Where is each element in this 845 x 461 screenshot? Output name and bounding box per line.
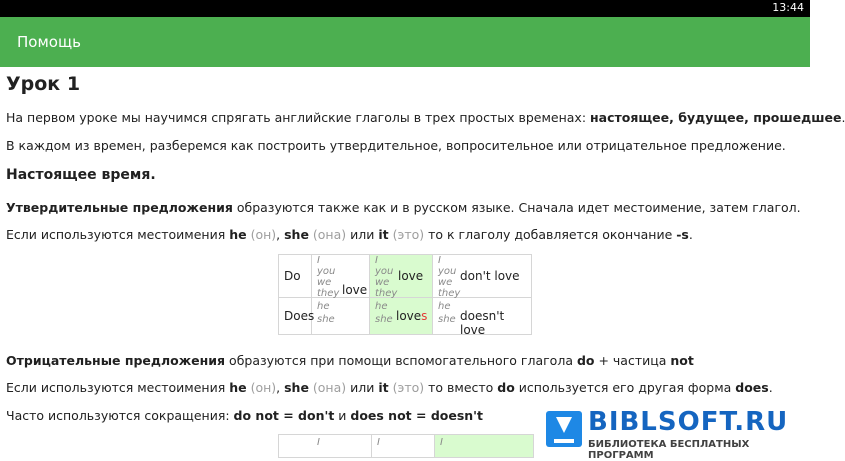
- aux-does: Does: [284, 309, 315, 323]
- table-cell-highlight: he she loves: [370, 298, 433, 335]
- table-cell: [279, 255, 312, 298]
- intro-paragraph: На первом уроке мы научимся спрягать английские глаголы в трех простых временах: настоящее, будущее, прошедшее: [6, 110, 842, 125]
- app-bar-title: Помощь: [17, 33, 81, 51]
- intro-paragraph-2: В каждом из времен, разберемся как построить утвердительное, вопросительное или отрицательное предложение.: [6, 138, 786, 153]
- table-cell: he she: [312, 298, 370, 335]
- table-cell: I you we they love: [312, 255, 370, 298]
- watermark-subtitle: БИБЛИОТЕКА БЕСПЛАТНЫХ ПРОГРАММ: [588, 439, 750, 461]
- status-bar: [0, 0, 810, 17]
- affirmative-paragraph: Утвердительные предложения образуются также как и в русском языке. Сначала идет местоимение, затем глагол.: [6, 200, 801, 215]
- help-content[interactable]: [0, 67, 842, 455]
- table-cell: I: [372, 435, 435, 458]
- rule-paragraph-1: Если используются местоимения he (он), she (она) или it (это) то к глаголу добавляется окончание -s.: [6, 227, 693, 242]
- suffix-s: s: [421, 309, 428, 323]
- rule-paragraph-2: Если используются местоимения he (он), she (она) или it (это) то вместо do используется его другая форма does.: [6, 380, 773, 395]
- table-cell: he she doesn't love: [433, 298, 532, 335]
- table-cell: I: [279, 435, 372, 458]
- table-cell-highlight: I you we they love: [370, 255, 433, 298]
- table-cell: [279, 298, 315, 335]
- negation-table: [278, 434, 534, 458]
- table-cell-highlight: I: [435, 435, 534, 458]
- download-icon: [546, 411, 582, 447]
- watermark-brand: BIBLSOFT.RU: [588, 407, 789, 437]
- status-time: 13:44: [772, 1, 804, 14]
- conjugation-table: [278, 254, 532, 335]
- watermark-logo: [540, 405, 810, 461]
- table-cell: I you we they don't love: [433, 255, 532, 298]
- aux-do: Do: [284, 269, 301, 283]
- negative-paragraph: Отрицательные предложения образуются при помощи вспомогательного глагола do + частица not: [6, 353, 694, 368]
- app-bar: [0, 17, 810, 67]
- lesson-title: Урок 1: [6, 73, 81, 95]
- abbreviations-paragraph: Часто используются сокращения: do not = don't и does not = doesn't: [6, 408, 483, 423]
- section-title: Настоящее время.: [6, 167, 156, 183]
